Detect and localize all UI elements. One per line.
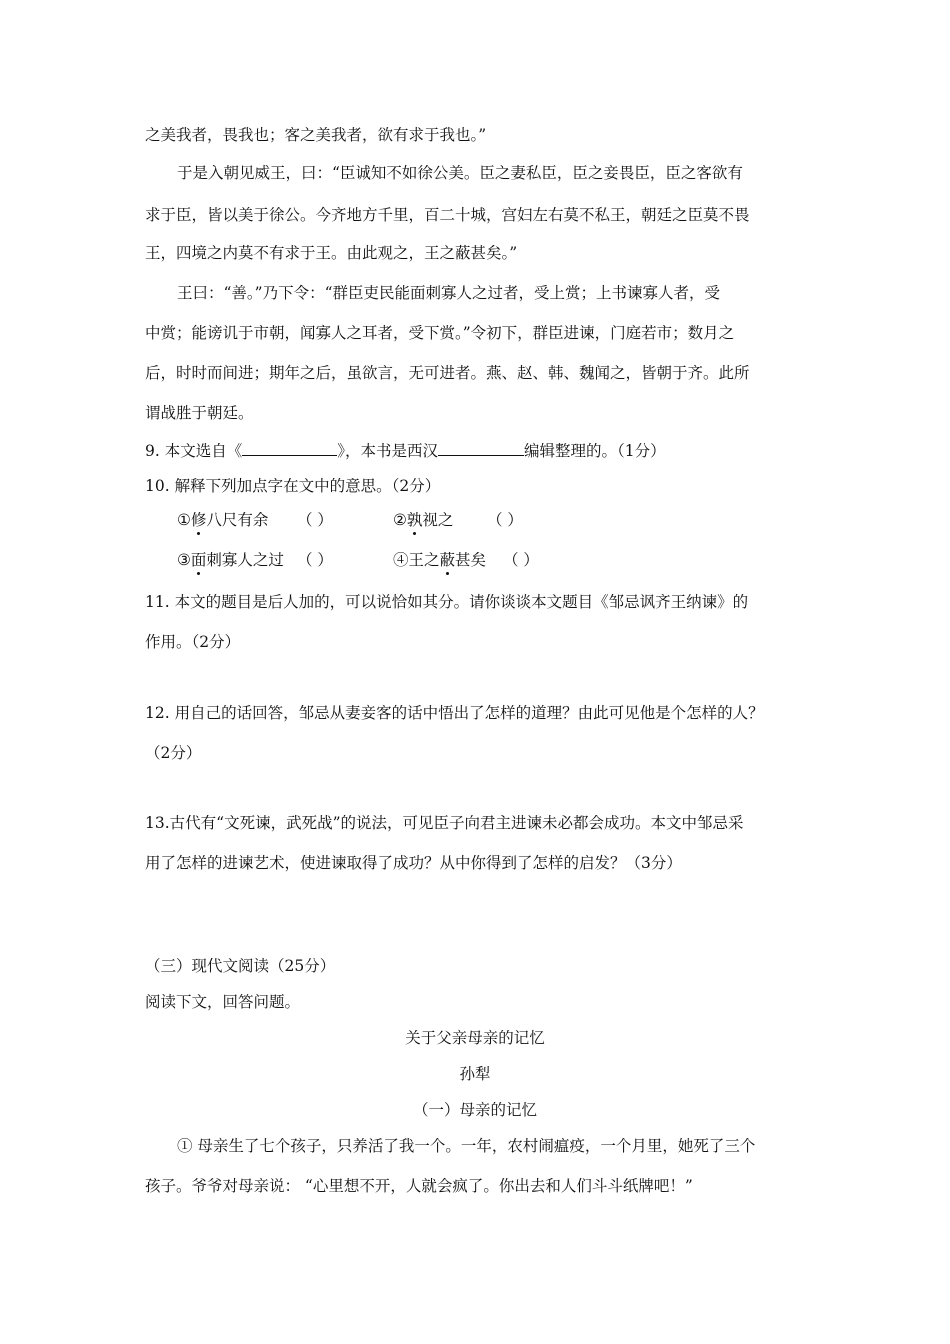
passage-line: 求于臣，皆以美于徐公。今齐地方千里，百二十城，宫妇左右莫不私王，朝廷之臣莫不畏 (145, 206, 750, 224)
q9-text: 9. 本文选自《 (145, 442, 243, 460)
article-title: 关于父亲母亲的记忆 (405, 1029, 545, 1047)
passage-line: 于是入朝见威王，曰：“臣诚知不如徐公美。臣之妻私臣，臣之妾畏臣，臣之客欲有 (177, 164, 743, 182)
dotted-char: 修 (190, 511, 207, 529)
section-instruction: 阅读下文，回答问题。 (145, 993, 301, 1011)
q9-blank-editor[interactable] (438, 440, 524, 456)
article-author: 孙犁 (459, 1065, 491, 1083)
q9-text: 编辑整理的。（1分） (523, 442, 666, 460)
question-12: 12. 用自己的话回答，邹忌从妻妾客的话中悟出了怎样的道理？由此可见他是个怎样的人？ (145, 704, 764, 722)
q10-answer-paren[interactable]: （ ） (487, 511, 523, 529)
passage-line: 谓战胜于朝廷。 (145, 404, 254, 422)
article-paragraph-line: 孩子。爷爷对母亲说： “心里想不开，人就会疯了。你出去和人们斗斗纸牌吧！” (145, 1177, 693, 1195)
question-13: 用了怎样的进谏艺术，使进谏取得了成功？从中你得到了怎样的启发？（3分） (145, 854, 682, 872)
q10-item-1: ①修八尺有余 (177, 511, 269, 529)
passage-line: 王曰：“善。”乃下令：“群臣吏民能面刺寡人之过者，受上赏；上书谏寡人者，受 (177, 284, 721, 302)
question-11: 作用。（2分） (145, 633, 241, 651)
article-paragraph-line: ① 母亲生了七个孩子，只养活了我一个。一年，农村闹瘟疫，一个月里，她死了三个 (177, 1137, 756, 1155)
passage-line: 后，时时而间进；期年之后，虽欲言，无可进者。燕、赵、韩、魏闻之，皆朝于齐。此所 (145, 364, 750, 382)
question-12: （2分） (145, 744, 202, 762)
q10-item-3: ③面刺寡人之过 (177, 551, 284, 569)
q10-item-4: ④王之蔽甚矣 (393, 551, 487, 569)
dotted-char: 孰 (406, 511, 423, 529)
q10-answer-paren[interactable]: （ ） (503, 551, 539, 569)
passage-line: 中赏；能谤讥于市朝，闻寡人之耳者，受下赏。”令初下，群臣进谏，门庭若市；数月之 (145, 324, 735, 342)
passage-line: 之美我者，畏我也；客之美我者，欲有求于我也。” (145, 126, 487, 144)
q9-text: 》，本书是西汉 (337, 442, 438, 460)
question-9 (145, 440, 666, 461)
q10-answer-paren[interactable]: （ ） (297, 511, 333, 529)
question-11: 11. 本文的题目是后人加的，可以说恰如其分。请你谈谈本文题目《邹忌讽齐王纳谏》的 (145, 593, 749, 611)
article-subtitle: （一）母亲的记忆 (412, 1101, 537, 1119)
dotted-char: 蔽 (439, 551, 456, 569)
dotted-char: 面 (190, 551, 207, 569)
q9-blank-book[interactable] (242, 440, 337, 456)
question-13: 13.古代有“文死谏，武死战”的说法，可见臣子向君主进谏未必都会成功。本文中邹忌采 (145, 814, 744, 832)
q10-item-2: ②孰视之 (393, 511, 454, 529)
section-heading: （三）现代文阅读（25分） (145, 957, 336, 975)
question-10: 10. 解释下列加点字在文中的意思。（2分） (145, 477, 441, 495)
q10-answer-paren[interactable]: （ ） (297, 551, 333, 569)
passage-line: 王，四境之内莫不有求于王。由此观之，王之蔽甚矣。” (145, 244, 518, 262)
